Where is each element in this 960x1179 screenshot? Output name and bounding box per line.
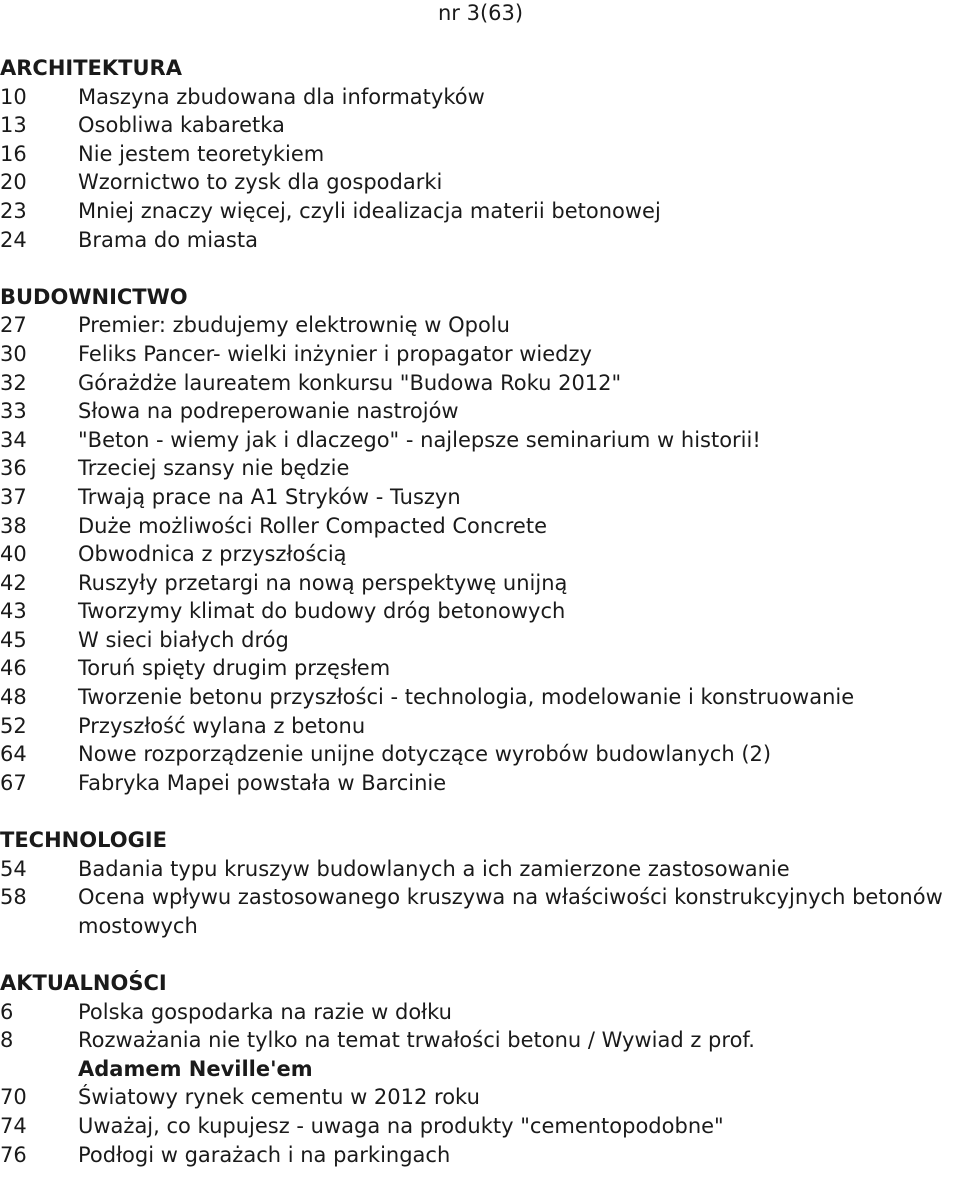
article-title: [78, 1026, 960, 1083]
page-number: 34: [0, 427, 27, 452]
section-heading: BUDOWNICTWO: [0, 284, 188, 309]
toc-entry: [0, 111, 960, 140]
page-number: 42: [0, 570, 27, 595]
article-title-text: Premier: zbudujemy elektrownię w Opolu: [78, 313, 510, 338]
issue-number: nr 3(63): [438, 1, 524, 25]
toc-entry: [0, 597, 960, 626]
article-title: [78, 540, 960, 569]
section-heading: AKTUALNOŚCI: [0, 971, 167, 995]
article-title: [78, 683, 960, 712]
article-title-text: Obwodnica z przyszłością: [78, 542, 347, 567]
toc-entry: [0, 168, 960, 197]
article-title-text: Feliks Pancer- wielki inżynier i propagator wiedzy: [78, 341, 592, 366]
article-title-text: Trwają prace na A1 Stryków - Tuszyn: [78, 484, 461, 509]
page-number: 10: [0, 84, 27, 109]
article-title: [78, 483, 960, 512]
toc-entry: [0, 226, 960, 255]
article-title-text: Polska gospodarka na razie w dołku: [78, 999, 452, 1024]
page-number: 38: [0, 513, 27, 538]
toc-entry: [0, 197, 960, 226]
article-title: [78, 226, 960, 255]
article-title: [78, 569, 960, 598]
article-title-text: Trzeciej szansy nie będzie: [78, 456, 350, 481]
page-number: 8: [0, 1028, 14, 1053]
page-number: 33: [0, 399, 27, 424]
section-heading: TECHNOLOGIE: [0, 828, 167, 853]
article-title-text: Tworzymy klimat do budowy dróg betonowych: [78, 599, 566, 624]
article-title-text: Rozważania nie tylko na temat trwałości betonu / Wywiad z prof.: [78, 1028, 755, 1053]
page-number: 36: [0, 456, 27, 481]
toc-entry: [0, 340, 960, 369]
article-title: [78, 740, 960, 769]
article-title: [78, 369, 960, 398]
toc-entry: [0, 740, 960, 769]
toc-entry: [0, 397, 960, 426]
article-title: [78, 340, 960, 369]
page-number: 20: [0, 170, 27, 195]
article-title-text: Fabryka Mapei powstała w Barcinie: [78, 770, 447, 795]
page-number: 46: [0, 656, 27, 681]
article-title: [78, 855, 960, 884]
page-number: 58: [0, 885, 27, 910]
article-title-text: Ocena wpływu zastosowanego kruszywa na właściwości konstrukcyjnych betonów mostowych: [78, 885, 943, 938]
article-title-text: Nowe rozporządzenie unijne dotyczące wyrobów budowlanych (2): [78, 742, 772, 767]
article-title-text: Górażdże laureatem konkursu "Budowa Roku 2012": [78, 370, 622, 395]
page-number: 48: [0, 685, 27, 710]
article-title: [78, 168, 960, 197]
article-title: [78, 311, 960, 340]
toc-entry: [0, 1112, 960, 1141]
table-of-contents: [0, 54, 960, 1169]
article-title: [78, 454, 960, 483]
article-title-text: Nie jestem teoretykiem: [78, 141, 325, 166]
article-title-text: Ruszyły przetargi na nową perspektywę unijną: [78, 570, 568, 595]
article-title: [78, 83, 960, 112]
toc-entry: [0, 454, 960, 483]
article-title-text: Osobliwa kabaretka: [78, 113, 285, 138]
page-number: 64: [0, 742, 27, 767]
toc-entry: [0, 683, 960, 712]
article-title-text: Przyszłość wylana z betonu: [78, 713, 366, 738]
article-title: [78, 426, 960, 455]
article-title: [78, 712, 960, 741]
article-title-text: Uważaj, co kupujesz - uwaga na produkty "cementopodobne": [78, 1113, 724, 1138]
toc-entry: [0, 83, 960, 112]
article-title: [78, 397, 960, 426]
toc-entry: [0, 1026, 960, 1083]
article-title: [78, 111, 960, 140]
page-number: 54: [0, 856, 27, 881]
page-number: 74: [0, 1113, 27, 1138]
article-title-text: W sieci białych dróg: [78, 627, 289, 652]
toc-entry: [0, 769, 960, 798]
article-title: [78, 512, 960, 541]
article-title: [78, 1083, 960, 1112]
article-title: [78, 883, 960, 940]
page-number: 40: [0, 542, 27, 567]
page-number: 23: [0, 198, 27, 223]
page-number: 24: [0, 227, 27, 252]
toc-entry: [0, 855, 960, 884]
page-number: 43: [0, 599, 27, 624]
toc-entry: [0, 998, 960, 1027]
toc-section: [0, 283, 960, 798]
toc-entry: [0, 626, 960, 655]
toc-section: [0, 826, 960, 940]
page-number: 45: [0, 627, 27, 652]
toc-entry: [0, 569, 960, 598]
article-title-text: Toruń spięty drugim przęsłem: [78, 656, 391, 681]
page-number: 70: [0, 1085, 27, 1110]
toc-entry: [0, 712, 960, 741]
article-title: [78, 769, 960, 798]
toc-entry: [0, 483, 960, 512]
article-title: [78, 626, 960, 655]
article-title-text: Światowy rynek cementu w 2012 roku: [78, 1085, 480, 1110]
article-title-text: Mniej znaczy więcej, czyli idealizacja materii betonowej: [78, 198, 661, 223]
toc-entry: [0, 311, 960, 340]
page-number: 67: [0, 770, 27, 795]
section-heading: ARCHITEKTURA: [0, 56, 182, 80]
page-number: 30: [0, 341, 27, 366]
article-title: [78, 998, 960, 1027]
page-number: 76: [0, 1142, 27, 1167]
toc-entry: [0, 140, 960, 169]
page-number: 37: [0, 484, 27, 509]
article-title-text: Duże możliwości Roller Compacted Concrete: [78, 513, 547, 538]
article-title: [78, 597, 960, 626]
article-title-text: "Beton - wiemy jak i dlaczego" - najlepsze seminarium w historii!: [78, 427, 761, 452]
toc-entry: [0, 426, 960, 455]
article-title-text: Maszyna zbudowana dla informatyków: [78, 84, 485, 109]
toc-entry: [0, 654, 960, 683]
article-title: [78, 654, 960, 683]
toc-entry: [0, 369, 960, 398]
toc-section: [0, 54, 960, 254]
article-title-text: Badania typu kruszyw budowlanych a ich zamierzone zastosowanie: [78, 856, 790, 881]
toc-section: [0, 969, 960, 1169]
toc-entry: [0, 512, 960, 541]
page-number: 52: [0, 713, 27, 738]
page-number: 6: [0, 999, 14, 1024]
article-title: [78, 1141, 960, 1170]
article-title-text: Tworzenie betonu przyszłości - technologia, modelowanie i konstruowanie: [78, 685, 855, 710]
toc-entry: [0, 883, 960, 940]
toc-entry: [0, 1083, 960, 1112]
article-title: [78, 197, 960, 226]
page-number: 27: [0, 313, 27, 338]
toc-entry: [0, 540, 960, 569]
page-number: 32: [0, 370, 27, 395]
page-number: 13: [0, 113, 27, 138]
article-title-author: Adamem Neville'em: [78, 1056, 313, 1081]
article-title: [78, 140, 960, 169]
article-title-text: Brama do miasta: [78, 227, 258, 252]
article-title-text: Podłogi w garażach i na parkingach: [78, 1142, 451, 1167]
article-title-text: Słowa na podreperowanie nastrojów: [78, 399, 459, 424]
page-number: 16: [0, 141, 27, 166]
article-title-text: Wzornictwo to zysk dla gospodarki: [78, 170, 443, 195]
toc-entry: [0, 1141, 960, 1170]
article-title: [78, 1112, 960, 1141]
